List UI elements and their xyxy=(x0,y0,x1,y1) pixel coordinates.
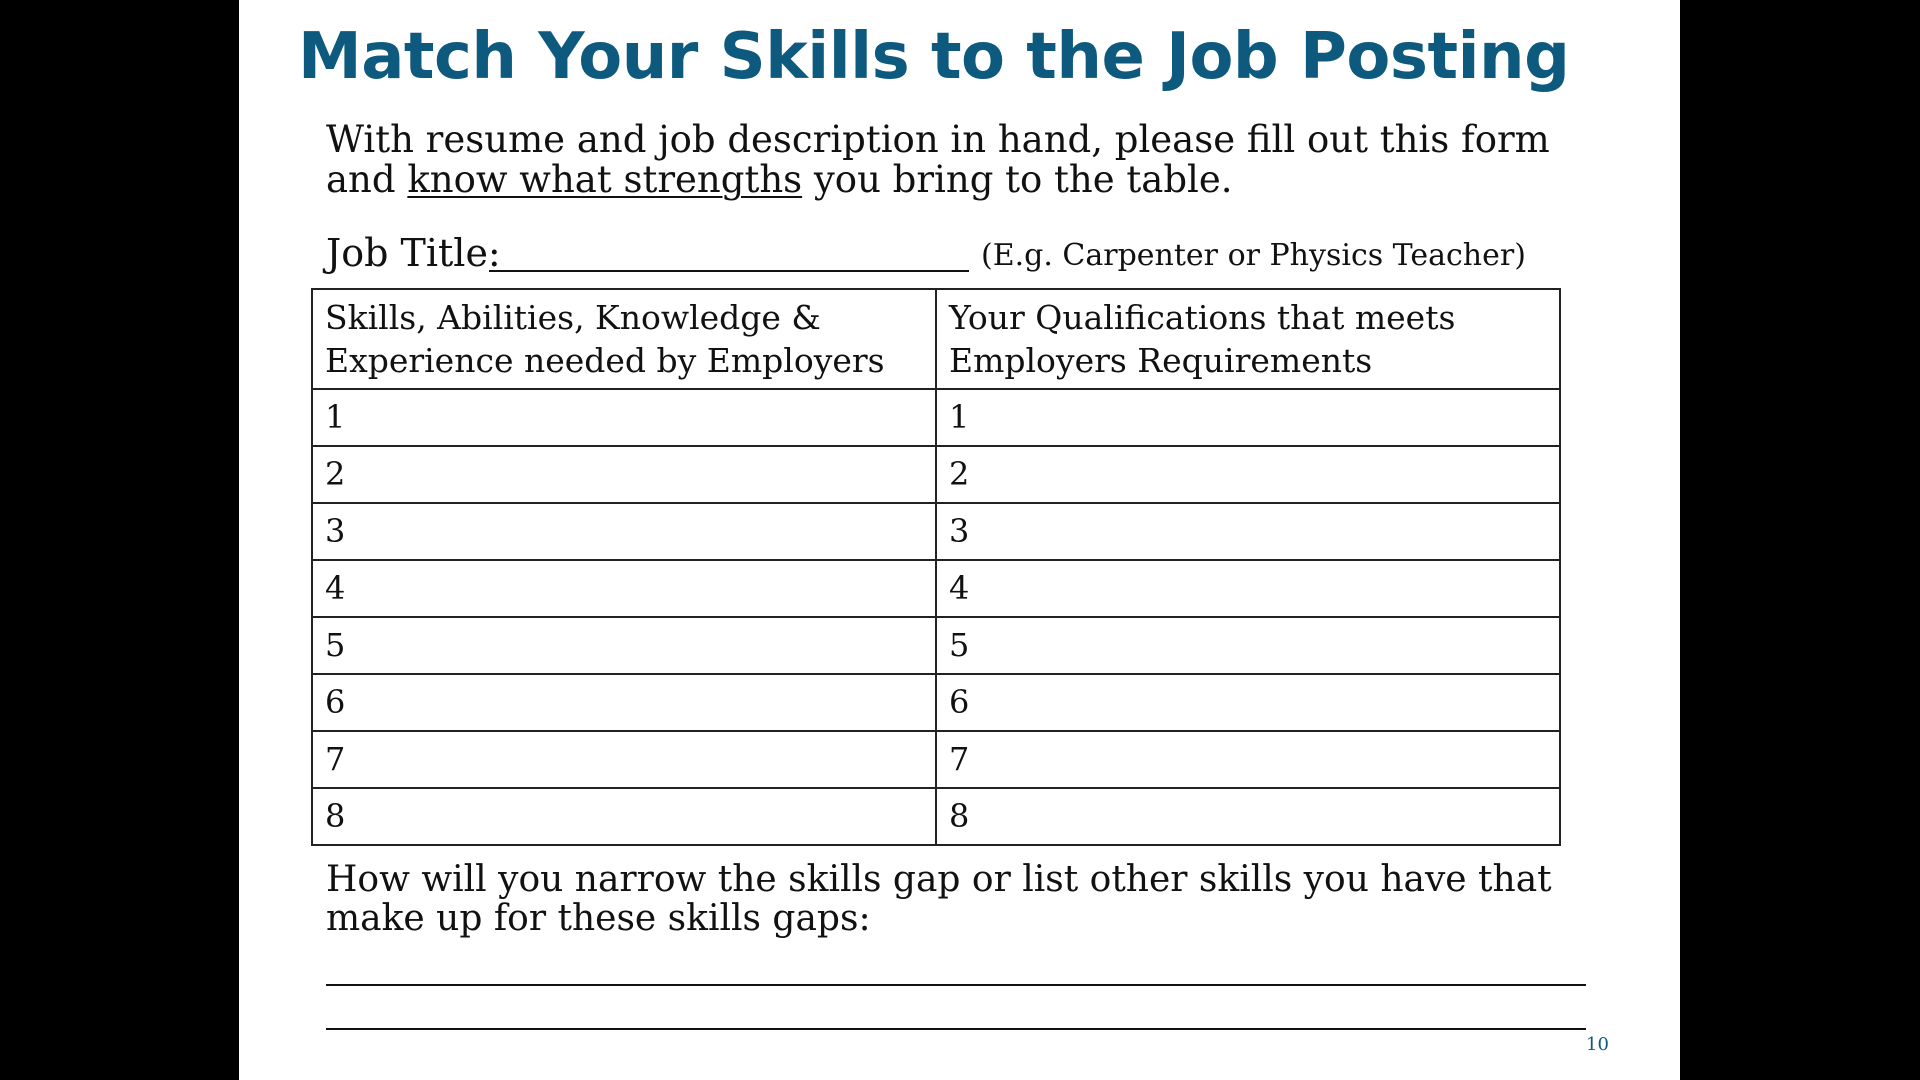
intro-text-before: With resume and job description in hand, please fill out this form and xyxy=(326,118,1550,201)
qualification-cell: 2 xyxy=(936,446,1560,503)
job-title-label: Job Title: xyxy=(326,231,501,275)
job-title-blank-line xyxy=(489,270,969,272)
qualification-cell: 8 xyxy=(936,788,1560,845)
employer-requirement-cell: 4 xyxy=(312,560,936,617)
intro-text-after: you bring to the table. xyxy=(802,158,1233,201)
header-employer-requirements: Skills, Abilities, Knowledge & Experience needed by Employers xyxy=(312,289,936,389)
employer-requirement-cell: 6 xyxy=(312,674,936,731)
skills-table xyxy=(311,288,1561,846)
table-row xyxy=(312,446,1560,503)
skills-gap-question: How will you narrow the skills gap or list other skills you have that make up for these skills gaps: xyxy=(326,859,1552,939)
intro-text xyxy=(326,120,1626,200)
employer-requirement-cell: 2 xyxy=(312,446,936,503)
header-your-qualifications: Your Qualifications that meets Employers Requirements xyxy=(936,289,1560,389)
qualification-cell: 7 xyxy=(936,731,1560,788)
answer-line xyxy=(326,984,1586,986)
answer-line xyxy=(326,1028,1586,1030)
employer-requirement-cell: 3 xyxy=(312,503,936,560)
qualification-cell: 4 xyxy=(936,560,1560,617)
table-row xyxy=(312,674,1560,731)
table-row xyxy=(312,503,1560,560)
slide xyxy=(239,0,1680,1080)
table-row xyxy=(312,731,1560,788)
table-row xyxy=(312,788,1560,845)
table-header-row xyxy=(312,289,1560,389)
employer-requirement-cell: 8 xyxy=(312,788,936,845)
employer-requirement-cell: 1 xyxy=(312,389,936,446)
qualification-cell: 1 xyxy=(936,389,1560,446)
intro-underlined-phrase: know what strengths xyxy=(407,158,803,201)
employer-requirement-cell: 7 xyxy=(312,731,936,788)
job-title-example: (E.g. Carpenter or Physics Teacher) xyxy=(981,238,1526,273)
job-title-row xyxy=(326,228,1626,278)
qualification-cell: 6 xyxy=(936,674,1560,731)
employer-requirement-cell: 5 xyxy=(312,617,936,674)
slide-title: Match Your Skills to the Job Posting xyxy=(298,20,1570,94)
table-row xyxy=(312,389,1560,446)
table-row xyxy=(312,617,1560,674)
qualification-cell: 3 xyxy=(936,503,1560,560)
qualification-cell: 5 xyxy=(936,617,1560,674)
table-row xyxy=(312,560,1560,617)
page-number: 10 xyxy=(1586,1034,1609,1055)
